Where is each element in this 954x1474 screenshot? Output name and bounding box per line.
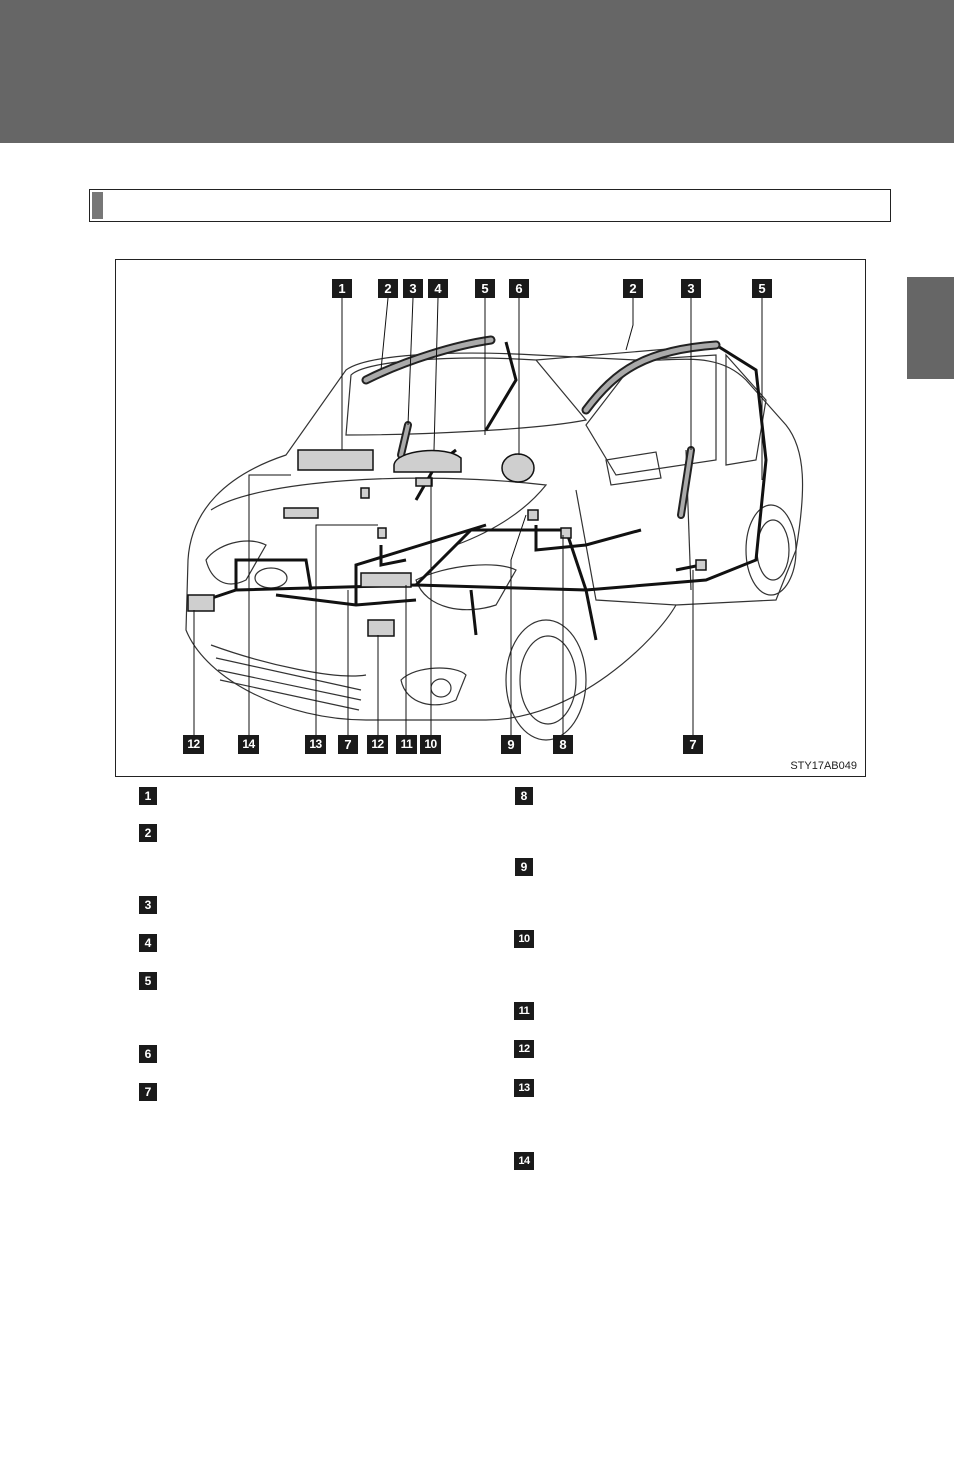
callout-1: 1 — [332, 279, 352, 298]
callout-2: 2 — [378, 279, 398, 298]
front-passenger-airbag-module — [298, 450, 373, 470]
callout-7-rear: 7 — [683, 735, 703, 754]
callout-2-rear: 2 — [623, 279, 643, 298]
legend-item-4: 4 — [139, 934, 157, 952]
legend-item-7: 7 — [139, 1083, 157, 1101]
car-illustration — [116, 260, 866, 777]
legend-item-2: 2 — [139, 824, 157, 842]
section-heading — [89, 189, 891, 222]
car-outline — [186, 345, 803, 740]
callout-3: 3 — [403, 279, 423, 298]
legend-item-9: 9 — [515, 858, 533, 876]
legend-item-5: 5 — [139, 972, 157, 990]
knee-airbag-module — [502, 454, 534, 482]
seat-belt-pretensioner — [284, 508, 318, 518]
legend-item-10: 10 — [514, 930, 534, 948]
callout-leaders — [194, 298, 762, 735]
callout-7: 7 — [338, 735, 358, 754]
callout-11: 11 — [396, 735, 417, 754]
airbag-system-figure — [115, 259, 866, 777]
callout-10: 10 — [420, 735, 441, 754]
legend-item-6: 6 — [139, 1045, 157, 1063]
callout-5: 5 — [475, 279, 495, 298]
legend-item-12: 12 — [514, 1040, 534, 1058]
callout-14: 14 — [238, 735, 259, 754]
callout-8: 8 — [553, 735, 573, 754]
callout-12: 12 — [183, 735, 204, 754]
section-heading-accent — [92, 192, 103, 219]
front-impact-sensor-left — [188, 595, 214, 611]
chapter-tab — [907, 277, 954, 379]
callout-9: 9 — [501, 735, 521, 754]
header-band — [0, 0, 954, 143]
legend-item-3: 3 — [139, 896, 157, 914]
front-impact-sensor-right — [368, 620, 394, 636]
legend-item-13: 13 — [514, 1079, 534, 1097]
callout-5-rear: 5 — [752, 279, 772, 298]
callout-3-rear: 3 — [681, 279, 701, 298]
curtain-airbags — [366, 340, 716, 410]
callout-13: 13 — [305, 735, 326, 754]
figure-code: STY17AB049 — [790, 760, 857, 772]
callout-4: 4 — [428, 279, 448, 298]
callout-6: 6 — [509, 279, 529, 298]
airbag-sensor-assembly — [361, 573, 411, 587]
callout-12-right: 12 — [367, 735, 388, 754]
legend-item-1: 1 — [139, 787, 157, 805]
legend-item-11: 11 — [514, 1002, 534, 1020]
legend-item-8: 8 — [515, 787, 533, 805]
legend-item-14: 14 — [514, 1152, 534, 1170]
